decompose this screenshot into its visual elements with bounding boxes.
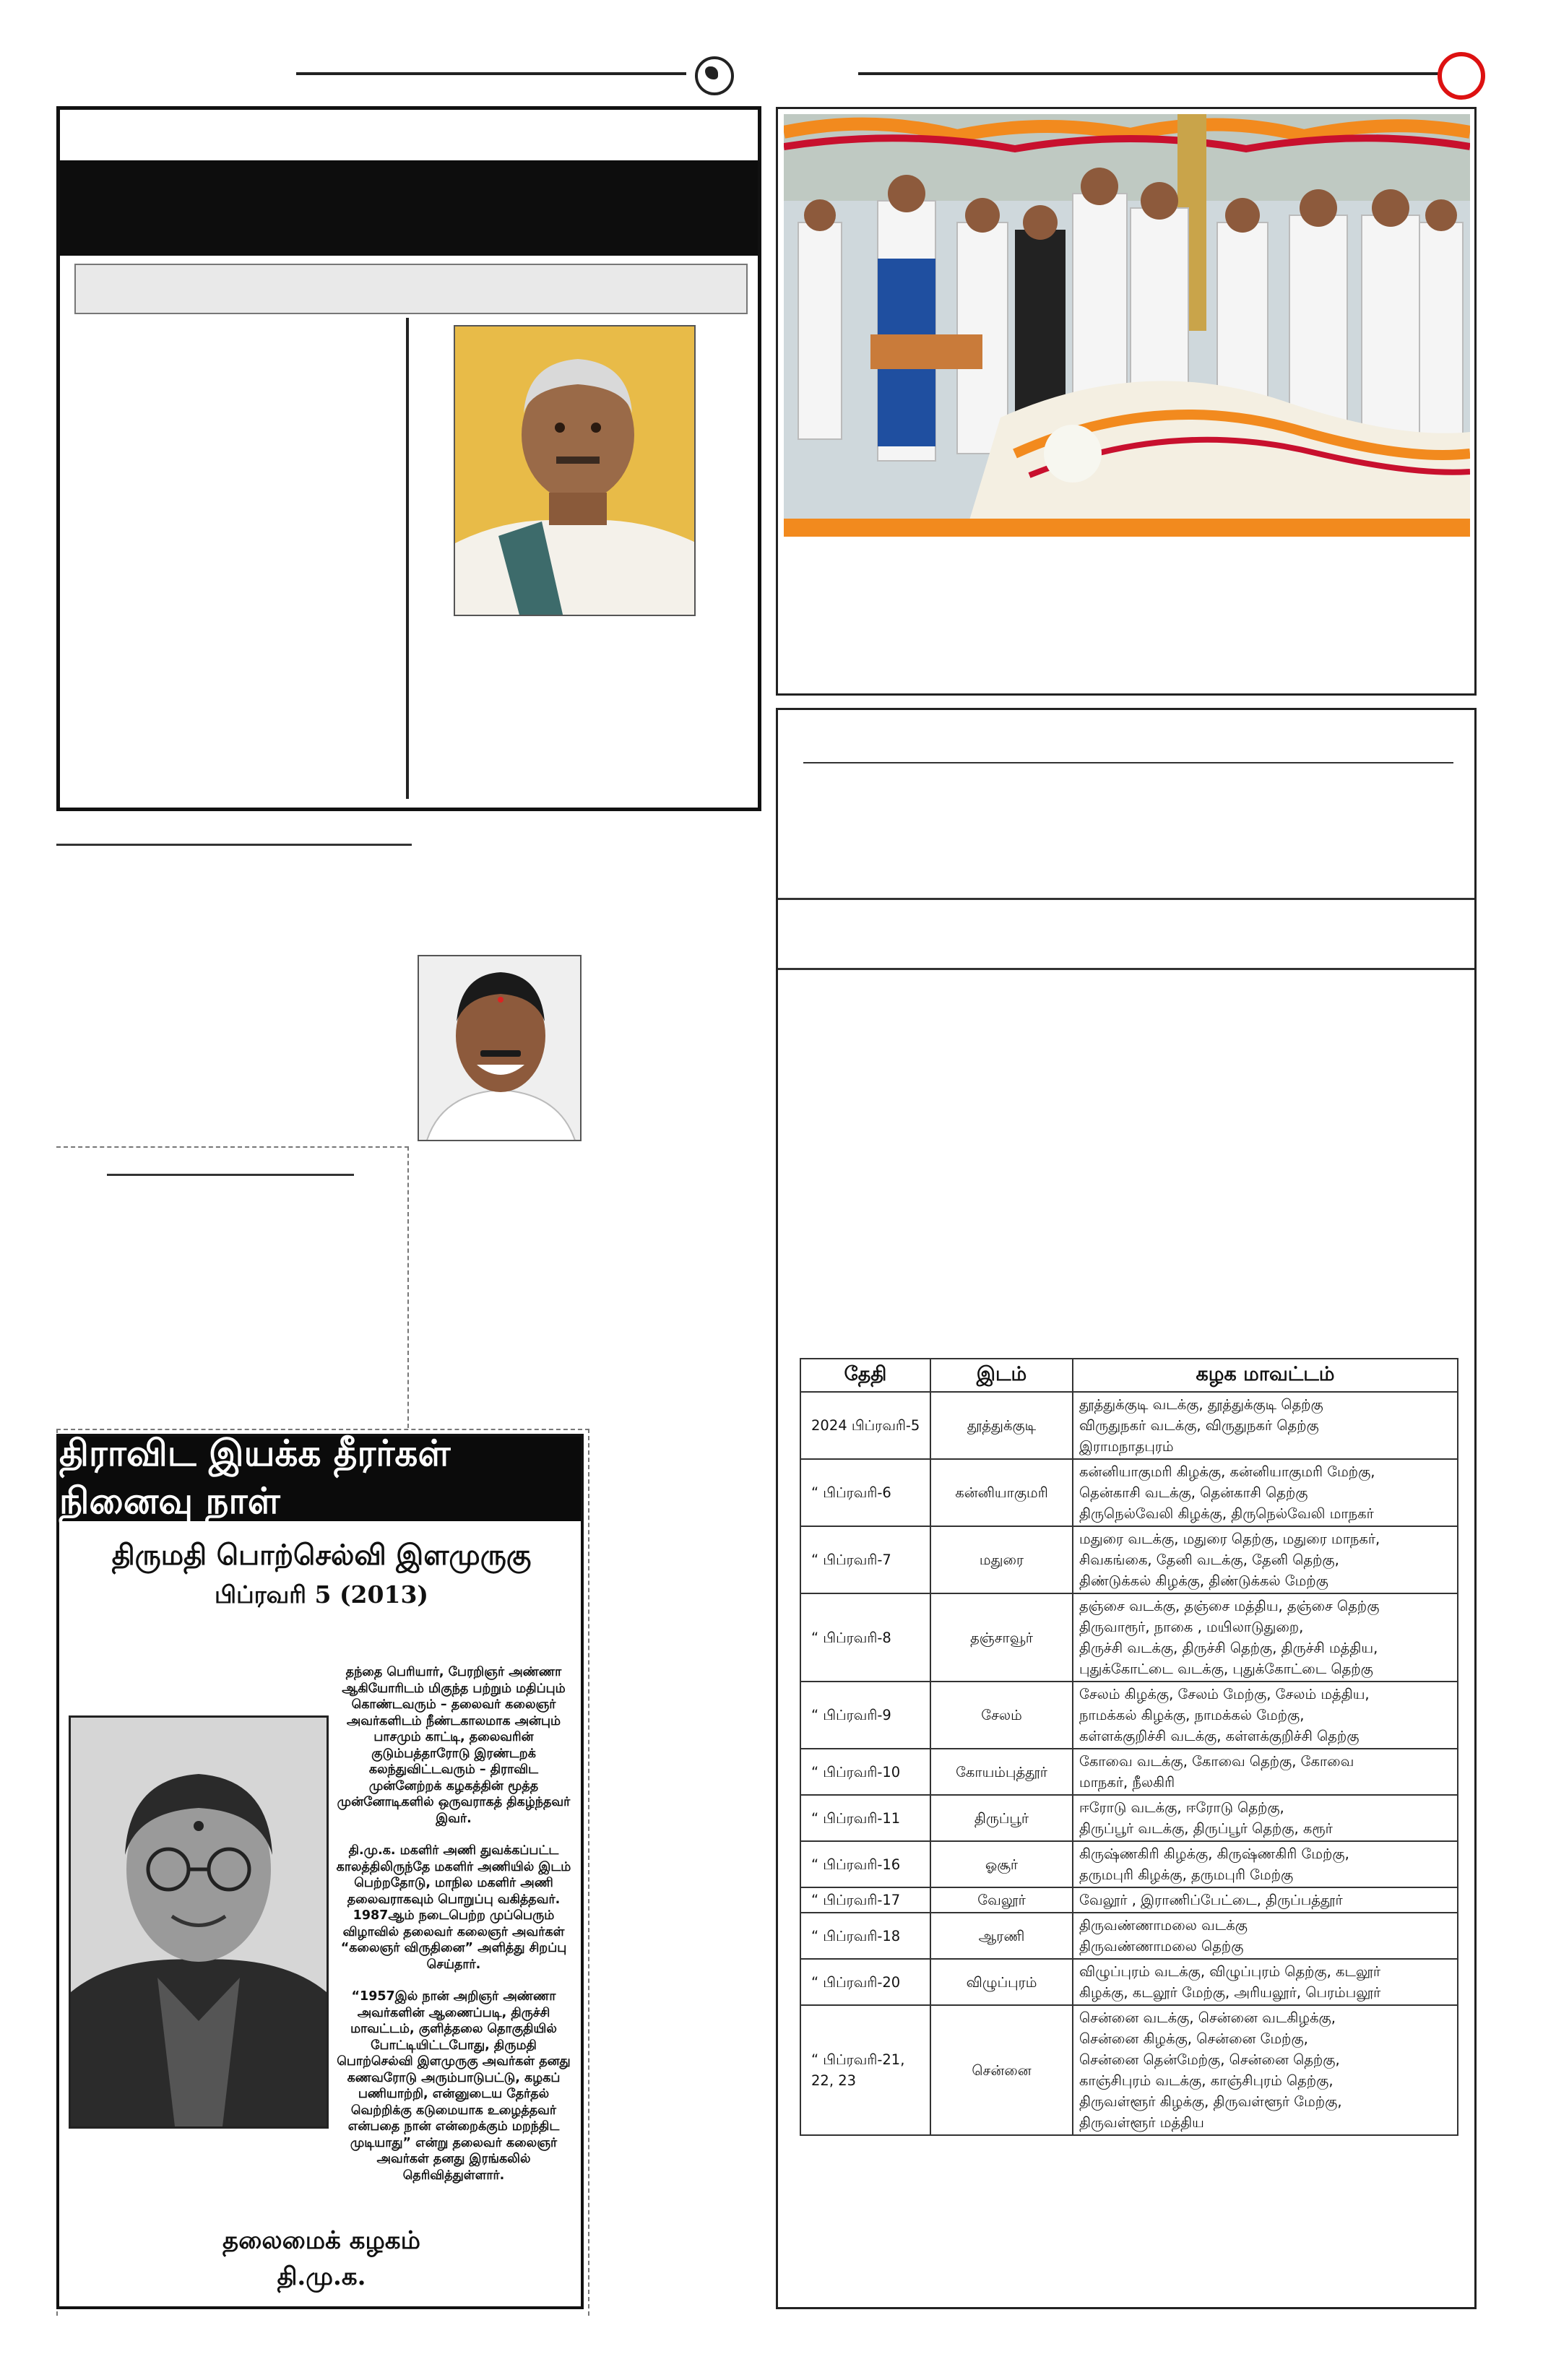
cell-place: தூத்துக்குடி (930, 1392, 1073, 1459)
leader-portrait-photo (418, 955, 582, 1141)
cell-districts (1073, 1959, 1458, 2005)
table-header-row (800, 1359, 1458, 1392)
dotted-divider-horizontal (56, 1146, 409, 1148)
district-line: விழுப்புரம் வடக்கு, விழுப்புரம் தெற்கு, கடலூர் (1079, 1963, 1381, 1980)
leader-portrait-painting (454, 325, 696, 616)
memorial-bio-paragraph-2: தி.மு.க. மகளிர் அணி துவக்கப்பட்ட காலத்திலிருந்தே மகளிர் அணியில் இடம் பெற்றதோடு, மாநில மகளிர் அணி தலைவராகவும் பொறுப்பு வகித்தவர். 1987ஆம் நடைபெற்ற முப்பெரும் விழாவில் தலைவர் கலைஞர் அவர்கள் “கலைஞர் விருதினை” அளித்து சிறப்பு செய்தார். (336, 1843, 571, 1972)
subsection-rule (107, 1174, 354, 1176)
district-line: திருப்பூர் வடக்கு, திருப்பூர் தெற்கு, கரூர் (1079, 1820, 1333, 1837)
district-line: திருவள்ளூர் கிழக்கு, திருவள்ளூர் மேற்கு, (1079, 2093, 1342, 2110)
district-line: திருநெல்வேலி கிழக்கு, திருநெல்வேலி மாநகர் (1079, 1505, 1374, 1522)
district-line: மாநகர், நீலகிரி (1079, 1774, 1175, 1791)
district-line: திருவாரூர், நாகை , மயிலாடுதுறை, (1079, 1619, 1304, 1635)
district-line: சிவகங்கை, தேனி வடக்கு, தேனி தெற்கு, (1079, 1552, 1339, 1568)
cell-date: “ பிப்ரவரி-16 (800, 1841, 930, 1887)
memorial-heading: திராவிட இயக்க தீரர்கள் நினைவு நாள் (59, 1437, 581, 1521)
cell-districts (1073, 1913, 1458, 1959)
cell-place: மதுரை (930, 1526, 1073, 1593)
table-row (800, 1526, 1458, 1593)
tour-schedule-table (800, 1358, 1458, 2136)
district-line: திருவண்ணாமலை வடக்கு (1079, 1917, 1248, 1934)
table-row (800, 1593, 1458, 1682)
table-row (800, 1392, 1458, 1459)
column-header-date: தேதி (800, 1359, 930, 1392)
cell-date: “ பிப்ரவரி-11 (800, 1795, 930, 1841)
cell-place: கன்னியாகுமரி (930, 1459, 1073, 1526)
district-line: திருச்சி வடக்கு, திருச்சி தெற்கு, திருச்சி மத்திய, (1079, 1640, 1378, 1656)
district-line: சேலம் கிழக்கு, சேலம் மேற்கு, சேலம் மத்திய, (1079, 1686, 1370, 1702)
memorial-biography (332, 1664, 575, 2199)
dotted-divider-vertical (407, 1146, 409, 1428)
table-row (800, 1913, 1458, 1959)
article-subhead-bar (74, 264, 748, 314)
article-headline-bar (60, 160, 758, 256)
cell-date: “ பிப்ரவரி-17 (800, 1887, 930, 1913)
district-line: சென்னை தென்மேற்கு, சென்னை தெற்கு, (1079, 2051, 1340, 2068)
cell-districts (1073, 2005, 1458, 2135)
cell-districts (1073, 1593, 1458, 1682)
cell-date: “ பிப்ரவரி-8 (800, 1593, 930, 1682)
district-line: தருமபுரி கிழக்கு, தருமபுரி மேற்கு (1079, 1866, 1294, 1883)
table-row (800, 2005, 1458, 2135)
cell-date: “ பிப்ரவரி-6 (800, 1459, 930, 1526)
schedule-title-rule (803, 762, 1453, 763)
schedule-divider-1 (778, 898, 1474, 900)
party-emblem-icon (695, 56, 734, 95)
memorial-name: திருமதி பொற்செல்வி இளமுருகு (111, 1539, 532, 1572)
news-photo-tribute (784, 114, 1470, 537)
page-number-badge (1438, 52, 1485, 100)
cell-districts (1073, 1459, 1458, 1526)
cell-place: ஓசூர் (930, 1841, 1073, 1887)
district-line: திருவள்ளூர் மத்திய (1079, 2114, 1204, 2131)
cell-districts (1073, 1392, 1458, 1459)
ad-frame-top (56, 1429, 589, 1430)
district-line: ஈரோடு வடக்கு, ஈரோடு தெற்கு, (1079, 1799, 1284, 1816)
header-rule-right (858, 72, 1443, 75)
schedule-divider-2 (778, 968, 1474, 970)
district-line: இராமநாதபுரம் (1079, 1438, 1174, 1455)
portrait-photo-illustration (419, 956, 582, 1141)
ad-frame-right (588, 1429, 589, 2316)
district-line: கோவை வடக்கு, கோவை தெற்கு, கோவை (1079, 1753, 1354, 1770)
table-row (800, 1749, 1458, 1795)
memorial-portrait-illustration (71, 1718, 327, 2126)
table-row (800, 1682, 1458, 1749)
district-line: காஞ்சிபுரம் வடக்கு, காஞ்சிபுரம் தெற்கு, (1079, 2072, 1334, 2089)
district-line: திருவண்ணாமலை தெற்கு (1079, 1938, 1244, 1955)
cell-place: திருப்பூர் (930, 1795, 1073, 1841)
column-divider (406, 318, 409, 799)
cell-districts (1073, 1682, 1458, 1749)
district-line: தூத்துக்குடி வடக்கு, தூத்துக்குடி தெற்கு (1079, 1396, 1323, 1413)
table-row (800, 1795, 1458, 1841)
district-line: தஞ்சை வடக்கு, தஞ்சை மத்திய, தஞ்சை தெற்கு (1079, 1598, 1380, 1614)
cell-place: ஆரணி (930, 1913, 1073, 1959)
table-row (800, 1841, 1458, 1887)
district-line: புதுக்கோட்டை வடக்கு, புதுக்கோட்டை தெற்கு (1079, 1661, 1373, 1677)
cell-place: தஞ்சாவூர் (930, 1593, 1073, 1682)
cell-place: வேலூர் (930, 1887, 1073, 1913)
cell-districts (1073, 1749, 1458, 1795)
cell-place: விழுப்புரம் (930, 1959, 1073, 2005)
column-header-district: கழக மாவட்டம் (1073, 1359, 1458, 1392)
cell-date: 2024 பிப்ரவரி-5 (800, 1392, 930, 1459)
cell-date: “ பிப்ரவரி-18 (800, 1913, 930, 1959)
cell-date: “ பிப்ரவரி-9 (800, 1682, 930, 1749)
district-line: மதுரை வடக்கு, மதுரை தெற்கு, மதுரை மாநகர், (1079, 1531, 1380, 1547)
table-row (800, 1459, 1458, 1526)
district-line: வேலூர் , இராணிப்பேட்டை, திருப்பத்தூர் (1079, 1892, 1343, 1908)
memorial-footer-line1: தலைமைக் கழகம் (222, 2226, 420, 2255)
cell-districts (1073, 1526, 1458, 1593)
memorial-bio-paragraph-1: தந்தை பெரியார், பேரறிஞர் அண்ணா ஆகியோரிடம் மிகுந்த பற்றும் மதிப்பும் கொண்டவரும் – தலைவர் கலைஞர் அவர்களிடம் நீண்டகாலமாக அன்பும் பாசமும் காட்டி, தலைவரின் குடும்பத்தாரோடு இரண்டறக் கலந்துவிட்டவரும் – திராவிட முன்னேற்றக் கழகத்தின் மூத்த முன்னோடிகளில் ஒருவராகத் திகழ்ந்தவர் இவர். (337, 1665, 571, 1826)
cell-date: “ பிப்ரவரி-7 (800, 1526, 930, 1593)
cell-districts (1073, 1841, 1458, 1887)
cell-date: “ பிப்ரவரி-10 (800, 1749, 930, 1795)
portrait-illustration (455, 326, 696, 616)
cell-date: “ பிப்ரவரி-21, 22, 23 (800, 2005, 930, 2135)
section-rule (56, 844, 412, 846)
district-line: நாமக்கல் கிழக்கு, நாமக்கல் மேற்கு, (1079, 1707, 1305, 1723)
header-rule-left (296, 72, 686, 75)
district-line: கிருஷ்ணகிரி கிழக்கு, கிருஷ்ணகிரி மேற்கு, (1079, 1845, 1349, 1862)
cell-districts (1073, 1887, 1458, 1913)
cell-place: சென்னை (930, 2005, 1073, 2135)
table-row (800, 1959, 1458, 2005)
district-line: கன்னியாகுமரி கிழக்கு, கன்னியாகுமரி மேற்கு, (1079, 1463, 1375, 1480)
memorial-portrait (69, 1715, 329, 2129)
column-header-place: இடம் (930, 1359, 1073, 1392)
tribute-scene-illustration (784, 114, 1470, 537)
memorial-date: பிப்ரவரி 5 (2013) (214, 1580, 429, 1609)
cell-districts (1073, 1795, 1458, 1841)
district-line: சென்னை கிழக்கு, சென்னை மேற்கு, (1079, 2030, 1308, 2047)
district-line: தென்காசி வடக்கு, தென்காசி தெற்கு (1079, 1484, 1308, 1501)
cell-date: “ பிப்ரவரி-20 (800, 1959, 930, 2005)
district-line: திண்டுக்கல் கிழக்கு, திண்டுக்கல் மேற்கு (1079, 1572, 1328, 1589)
cell-place: சேலம் (930, 1682, 1073, 1749)
table-body (800, 1392, 1458, 2135)
cell-place: கோயம்புத்தூர் (930, 1749, 1073, 1795)
memorial-footer-line2: தி.மு.க. (277, 2262, 366, 2291)
district-line: கள்ளக்குறிச்சி வடக்கு, கள்ளக்குறிச்சி தெற்கு (1079, 1728, 1360, 1744)
district-line: கிழக்கு, கடலூர் மேற்கு, அரியலூர், பெரம்பலூர் (1079, 1984, 1381, 2001)
district-line: சென்னை வடக்கு, சென்னை வடகிழக்கு, (1079, 2009, 1336, 2026)
memorial-bio-paragraph-3: “1957இல் நான் அறிஞர் அண்ணா அவர்களின் ஆணைப்படி, திருச்சி மாவட்டம், குளித்தலை தொகுதியில் போட்டியிட்டபோது, திருமதி பொற்செல்வி இளமுருகு அவர்கள் தனது கணவரோடு அரும்பாடுபட்டு, கழகப் பணியாற்றி, என்னுடைய தேர்தல் வெற்றிக்கு கடுமையாக உழைத்தவர் என்பதை நான் என்றைக்கும் மறந்திட முடியாது” என்று தலைவர் கலைஞர் அவர்கள் தனது இரங்கலில் தெரிவித்துள்ளார். (337, 1989, 571, 2183)
district-line: விருதுநகர் வடக்கு, விருதுநகர் தெற்கு (1079, 1417, 1319, 1434)
table-row (800, 1887, 1458, 1913)
